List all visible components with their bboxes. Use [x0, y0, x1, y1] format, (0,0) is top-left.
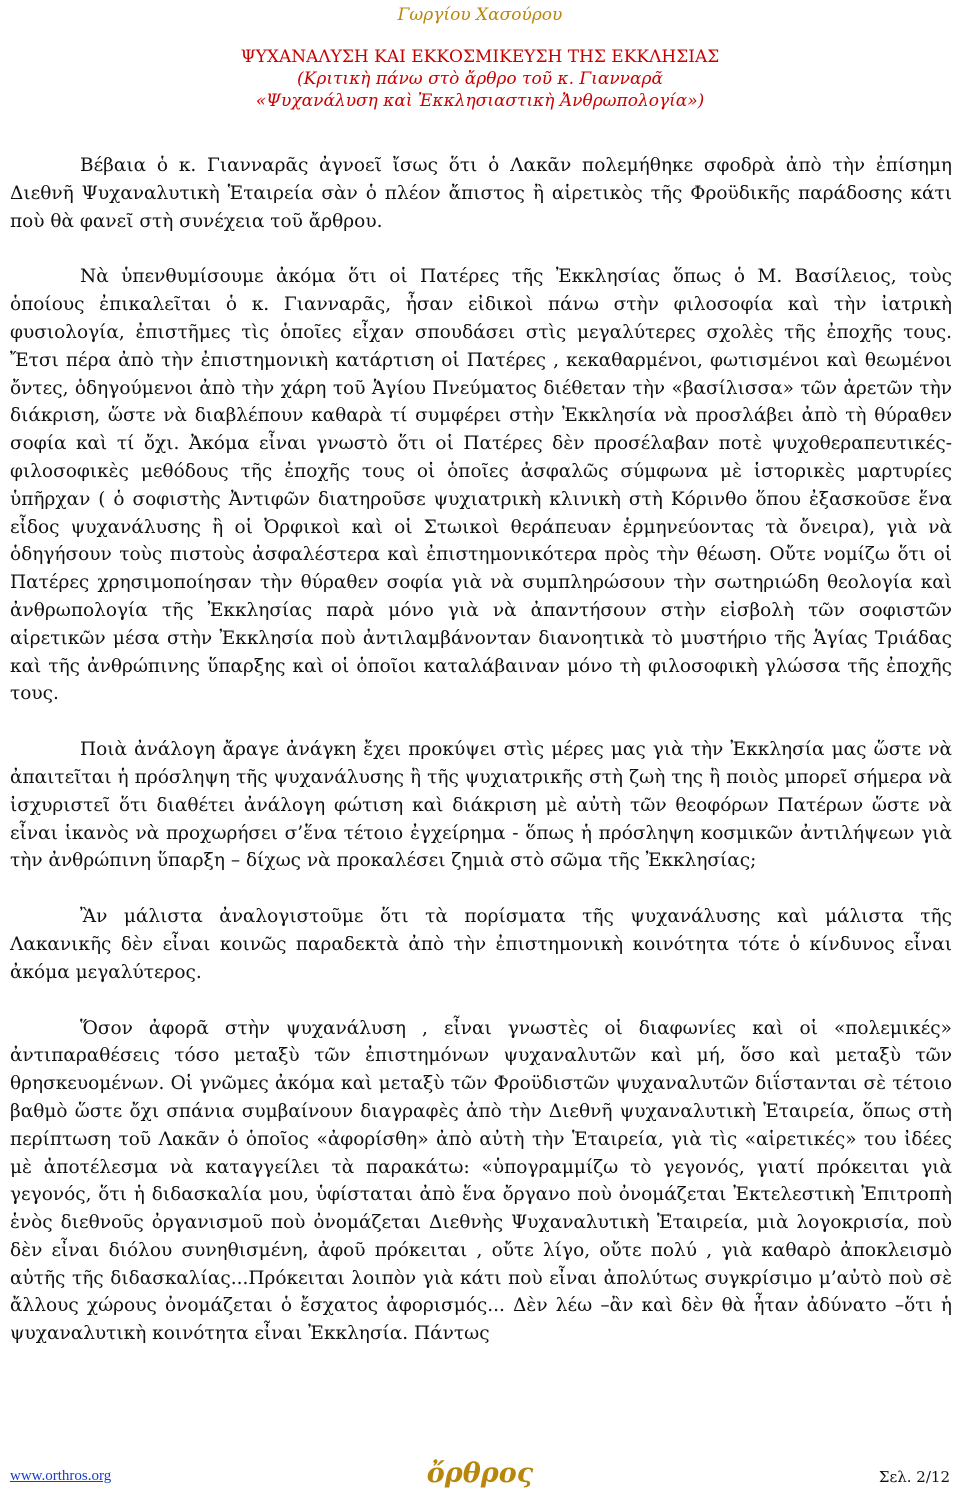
page-header [0, 4, 960, 112]
document-subtitle-line-2: «Ψυχανάλυση καὶ Ἐκκλησιαστικὴ Ἀνθρωπολογία») [255, 91, 705, 111]
document-subtitle-line-1: (Κριτικὴ πάνω στὸ ἄρθρο τοῦ κ. Γιανναρᾶ [297, 69, 663, 89]
paragraph-lacanian-findings: Ἂν μάλιστα ἀναλογιστοῦμε ὅτι τὰ πορίσματα τῆς ψυχανάλυσης καὶ μάλιστα τῆς Λακανικῆς δὲν εἶναι κοινῶς παραδεκτὰ ἀπὸ τὴν ἐπιστημονικὴ κοινότητα τότε ὁ κίνδυνος εἶναι ἀκόμα μεγαλύτερος. [10, 906, 952, 983]
paragraph-lacan-condemned: Βέβαια ὁ κ. Γιανναρᾶς ἀγνοεῖ ἴσως ὅτι ὁ Λακᾶν πολεμήθηκε σφοδρὰ ἀπὸ τὴν ἐπίσημη Διεθνῆ Ψυχαναλυτικὴ Ἑταιρεία σὰν ὁ πλέον ἄπιστος ἢ αἱρετικὸς τῆς Φροϋδικῆς παράδοσης κάτι ποὺ θὰ φανεῖ στὴ συνέχεια τοῦ ἄρθρου. [10, 155, 952, 232]
page-footer [10, 1458, 950, 1494]
article-body [10, 152, 952, 1348]
page-number: Σελ. 2/12 [878, 1468, 950, 1486]
paragraph-church-fathers: Νὰ ὑπενθυμίσουμε ἀκόμα ὅτι οἱ Πατέρες τῆς Ἐκκλησίας ὅπως ὁ Μ. Βασίλειος, τοὺς ὁποίους ἐπικαλεῖται ὁ κ. Γιανναρᾶς, ἦσαν εἰδικοὶ πάνω στὴν φιλοσοφία καὶ τὴν ἰατρικὴ φυσιολογία, ἐπιστῆμες τὶς ὁποῖες εἶχαν σπουδάσει στὶς μεγαλύτερες σχολὲς τῆς ἐποχῆς τους. Ἔτσι πέρα ἀπὸ τὴν ἐπιστημονικὴ κατάρτιση οἱ Πατέρες , κεκαθαρμένοι, φωτισμένοι καὶ θεωμένοι ὄντες, ὁδηγούμενοι ἀπὸ τὴν χάρη τοῦ Ἁγίου Πνεύματος διέθεταν τὴν «βασίλισσα» τῶν ἀρετῶν τὴν διάκριση, ὥστε νὰ διαβλέπουν καθαρὰ τί συμφέρει στὴν Ἐκκλησία νὰ προσλάβει ἀπὸ τὴ θύραθεν σοφία καὶ τί ὄχι. Ἀκόμα εἶναι γνωστὸ ὅτι οἱ Πατέρες δὲν προσέλαβαν ποτὲ ψυχοθεραπευτικές-φιλοσοφικὲς μεθόδους τῆς ἐποχῆς τους οἱ ὁποῖες ἀσφαλῶς σύμφωνα μὲ ἱστορικὲς μαρτυρίες ὑπῆρχαν ( ὁ σοφιστὴς Ἀντιφῶν διατηροῦσε ψυχιατρικὴ κλινικὴ στὴ Κόρινθο ὅπου ἐξασκοῦσε ἕνα εἶδος ψυχανάλυσης ἢ οἱ Ὀρφικοὶ καὶ οἱ Στωικοὶ θεράπευαν ἑρμηνεύοντας τὰ ὄνειρα), γιὰ νὰ ὁδηγήσουν τοὺς πιστοὺς ἀσφαλέστερα καὶ ἐπιστημονικότερα πρὸς τὴν θέωση. Οὔτε νομίζω ὅτι οἱ Πατέρες χρησιμοποίησαν τὴν θύραθεν σοφία γιὰ νὰ συμπληρώσουν τὴν σωτηριώδη θεολογία καὶ ἀνθρωπολογία τῆς Ἐκκλησίας παρὰ μόνο γιὰ νὰ ἀπαντήσουν στὴν εἰσβολὴ τῶν σοφιστῶν αἱρετικῶν μέσα στὴν Ἐκκλησία ποὺ ἀντιλαμβάνονταν διανοητικὰ τὸ μυστήριο τῆς Ἁγίας Τριάδας καὶ τῆς ἀνθρώπινης ὕπαρξης καὶ οἱ ὁποῖοι καταλάβαιναν μόνο τὴ φιλοσοφικὴ γλώσσα τῆς ἐποχῆς τους. [10, 266, 952, 705]
orthros-logo: ὄρθρος [426, 1458, 534, 1489]
paragraph-church-need: Ποιὰ ἀνάλογη ἄραγε ἀνάγκη ἔχει προκύψει στὶς μέρες μας γιὰ τὴν Ἐκκλησία μας ὥστε νὰ ἀπαιτεῖται ἡ πρόσληψη τῆς ψυχανάλυσης ἢ τῆς ψυχιατρικῆς στὴ ζωὴ της ἢ ποιὸς μπορεῖ σήμερα νὰ ἰσχυριστεῖ ὅτι διαθέτει ἀνάλογη φώτιση καὶ διάκριση μὲ αὐτὴ τῶν θεοφόρων Πατέρων ὥστε νὰ εἶναι ἱκανὸς νὰ προχωρήσει σ’ἕνα τέτοιο ἐγχείρημα - ὅπως ἡ πρόσληψη κοσμικῶν ἀντιλήψεων γιὰ τὴν ἀνθρώπινη ὕπαρξη – δίχως νὰ προκαλέσει ζημιὰ στὸ σῶμα τῆς Ἐκκλησίας; [10, 739, 952, 872]
document-title: ΨΥΧΑΝΑΛΥΣΗ ΚΑΙ ΕΚΚΟΣΜΙΚΕΥΣΗ ΤΗΣ ΕΚΚΛΗΣΙΑΣ [240, 47, 720, 67]
author-name: Γωργίου Χασούρου [397, 5, 563, 25]
website-link[interactable]: www.orthros.org [10, 1468, 112, 1484]
paragraph-psychoanalysis-disputes: Ὅσον ἀφορᾶ στὴν ψυχανάλυση , εἶναι γνωστὲς οἱ διαφωνίες καὶ οἱ «πολεμικές» ἀντιπαραθέσεις τόσο μεταξὺ τῶν ἐπιστημόνων ψυχαναλυτῶν καὶ μή, ὅσο καὶ μεταξὺ τῶν θρησκευομένων. Οἱ γνῶμες ἀκόμα καὶ μεταξὺ τῶν Φροϋδιστῶν ψυχαναλυτῶν διΐστανται σὲ τέτοιο βαθμὸ ὥστε ὄχι σπάνια συμβαίνουν διαγραφὲς ἀπὸ τὴν Διεθνῆ ψυχαναλυτικὴ Ἑταιρεία, ὅπως στὴ περίπτωση τοῦ Λακᾶν ὁ ὁποῖος «ἀφορίσθη» ἀπὸ αὐτὴ τὴν Ἑταιρεία, γιὰ τὶς «αἱρετικές» του ἰδέες μὲ ἀποτέλεσμα νὰ καταγγείλει τὰ παρακάτω: «ὑπογραμμίζω τὸ γεγονός, γιατί πρόκειται γιὰ γεγονός, ὅτι ἡ διδασκαλία μου, ὑφίσταται ἀπὸ ἕνα ὄργανο ποὺ ὀνομάζεται Ἐκτελεστικὴ Ἐπιτροπὴ ἑνὸς διεθνοῦς ὀργανισμοῦ ποὺ ὀνομάζεται Διεθνὴς Ψυχαναλυτικὴ Ἑταιρεία, μιὰ λογοκρισία, ποὺ δὲν εἶναι διόλου συνηθισμένη, ἀφοῦ πρόκειται , οὔτε λίγο, οὔτε πολύ , γιὰ καθαρὸ ἀποκλεισμὸ αὐτῆς τῆς διδασκαλίας...Πρόκειται λοιπὸν γιὰ κάτι ποὺ εἶναι ἀπολύτως συγκρίσιμο μ’αὐτὸ ποὺ σὲ ἄλλους χώρους ὀνομάζεται ὁ ἔσχατος ἀφορισμός... Δὲν λέω –ἂν καὶ δὲν θὰ ἦταν ἀδύνατο –ὅτι ἡ ψυχαναλυτικὴ κοινότητα εἶναι Ἐκκλησία. Πάντως [10, 1017, 952, 1345]
